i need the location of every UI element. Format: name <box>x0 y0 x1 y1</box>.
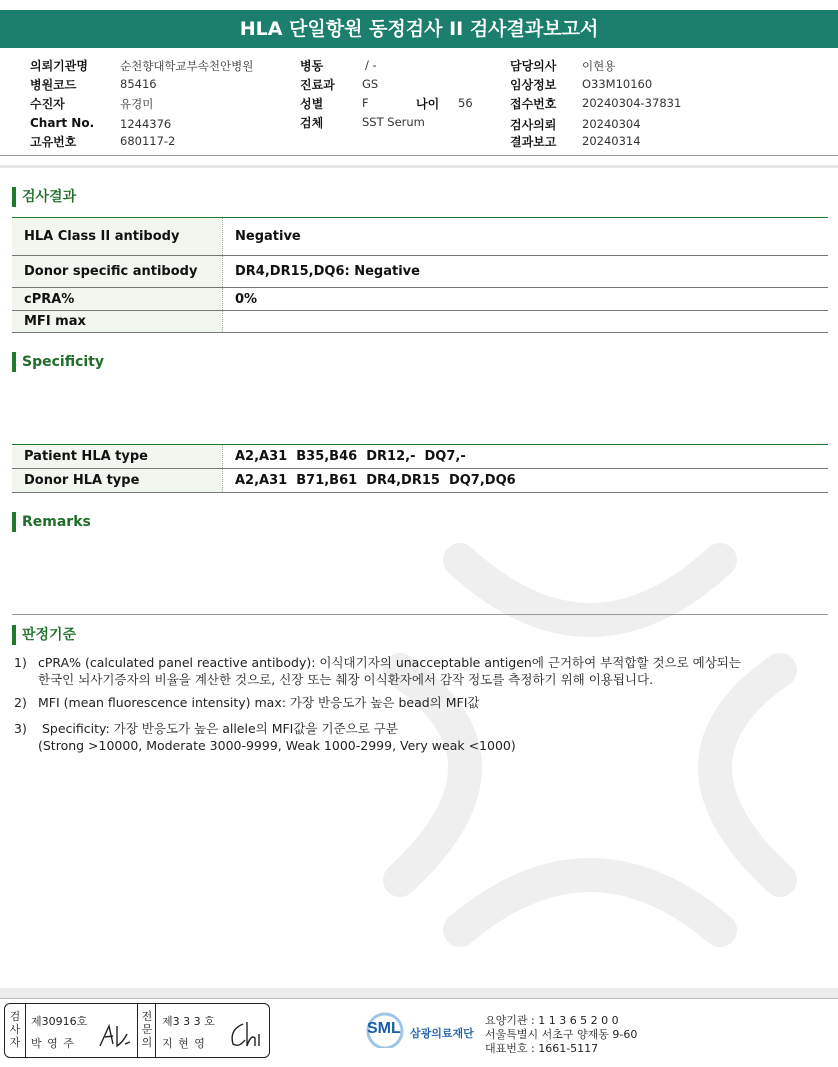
table-row <box>12 445 828 469</box>
result-value: 0% <box>223 288 829 311</box>
header-value: 56 <box>458 96 473 110</box>
header-label: 성별 <box>300 97 324 111</box>
hla-type-table <box>12 444 828 493</box>
results-table <box>12 217 828 333</box>
section-criteria-title: 판정기준 <box>12 625 76 645</box>
header-value: 20240304-37831 <box>582 96 682 110</box>
criteria-number: 1) <box>14 655 27 670</box>
header-label: 결과보고 <box>510 135 557 149</box>
criteria-item <box>14 694 479 711</box>
section-specificity-title: Specificity <box>12 352 104 372</box>
footer-band <box>0 988 838 998</box>
criteria-text: Specificity: 가장 반응도가 높은 allele의 MFI값을 기준으로 구분 <box>38 721 398 736</box>
hla-type-value: A2,A31 B71,B61 DR4,DR15 DQ7,DQ6 <box>223 469 829 493</box>
specialist-label: 전문의 <box>141 1010 153 1049</box>
lab-name: 삼광의료재단 <box>410 1027 474 1040</box>
header-label: 임상정보 <box>510 78 557 92</box>
header-label: 접수번호 <box>510 97 557 111</box>
header-value: 유경미 <box>120 97 154 111</box>
header-value: 1244376 <box>120 117 172 131</box>
table-row <box>12 288 828 311</box>
header-divider-shade <box>0 165 838 168</box>
header-label: 고유번호 <box>30 135 77 149</box>
result-value: Negative <box>223 218 829 256</box>
header-value: 이현용 <box>582 59 616 73</box>
footer-divider <box>0 998 838 999</box>
result-label: cPRA% <box>12 288 223 311</box>
header-label: Chart No. <box>30 116 95 130</box>
table-row <box>12 469 828 493</box>
header-value: 순천향대학교부속천안병원 <box>120 59 254 73</box>
result-value: DR4,DR15,DQ6: Negative <box>223 256 829 288</box>
hla-type-label: Donor HLA type <box>12 469 223 493</box>
criteria-item <box>14 654 741 688</box>
specialist-license-no: 제3 3 3 호 <box>162 1015 215 1028</box>
header-label: 나이 <box>416 97 440 111</box>
tester-name: 박 영 주 <box>31 1037 75 1050</box>
criteria-text: cPRA% (calculated panel reactive antibody): 이식대기자의 unacceptable antigen에 근거하여 부적합할 것으로 예상되는 <box>38 655 741 670</box>
lab-address: 서울특별시 서초구 양재동 9-60 <box>485 1028 638 1041</box>
table-row <box>12 311 828 333</box>
table-row <box>12 256 828 288</box>
remarks-divider <box>12 614 828 615</box>
hla-type-label: Patient HLA type <box>12 445 223 469</box>
header-label: 검사의뢰 <box>510 118 557 132</box>
header-value: 85416 <box>120 77 157 91</box>
header-label: 담당의사 <box>510 59 557 73</box>
header-label: 의뢰기관명 <box>30 59 88 73</box>
tester-signature <box>97 1022 133 1050</box>
tester-license-no: 제30916호 <box>31 1015 88 1028</box>
criteria-item <box>14 720 516 754</box>
header-value: 20240304 <box>582 117 641 131</box>
header-label: 검체 <box>300 116 324 130</box>
tester-label: 검사자 <box>9 1010 21 1049</box>
header-value: SST Serum <box>362 115 425 129</box>
criteria-text: MFI (mean fluorescence intensity) max: 가장 반응도가 높은 bead의 MFI값 <box>38 695 480 710</box>
hla-type-value: A2,A31 B35,B46 DR12,- DQ7,- <box>223 445 829 469</box>
header-value: / - <box>365 58 377 72</box>
header-value: 20240314 <box>582 134 641 148</box>
result-label: HLA Class II antibody <box>12 218 223 256</box>
signature-box <box>4 1003 270 1058</box>
result-value <box>223 311 829 333</box>
header-divider <box>0 155 838 156</box>
section-remarks-title: Remarks <box>12 512 91 532</box>
table-row <box>12 218 828 256</box>
header-value: O33M10160 <box>582 77 653 91</box>
report-title: HLA 단일항원 동정검사 II 검사결과보고서 <box>0 10 838 48</box>
section-results-title: 검사결과 <box>12 187 76 207</box>
specialist-name: 지 현 영 <box>162 1037 206 1050</box>
header-label: 진료과 <box>300 78 335 92</box>
lab-phone: 대표번호 : 1661-5117 <box>485 1042 599 1055</box>
specialist-signature <box>227 1020 263 1050</box>
result-label: MFI max <box>12 311 223 333</box>
lab-logo-text: SML <box>367 1020 401 1037</box>
lab-code: 요양기관 : 1 1 3 6 5 2 0 0 <box>485 1014 619 1027</box>
header-label: 수진자 <box>30 97 65 111</box>
criteria-text: 한국인 뇌사기증자의 비율을 계산한 것으로, 신장 또는 췌장 이식환자에서 감작 정도를 측정하기 위해 이용됩니다. <box>38 672 654 687</box>
header-value: GS <box>362 77 379 91</box>
header-value: F <box>362 96 369 110</box>
header-label: 병원코드 <box>30 78 77 92</box>
header-value: 680117-2 <box>120 134 176 148</box>
criteria-number: 2) <box>14 695 27 710</box>
criteria-number: 3) <box>14 721 27 736</box>
criteria-text: (Strong >10000, Moderate 3000-9999, Weak 1000-2999, Very weak <1000) <box>38 738 516 753</box>
header-label: 병동 <box>300 59 324 73</box>
result-label: Donor specific antibody <box>12 256 223 288</box>
